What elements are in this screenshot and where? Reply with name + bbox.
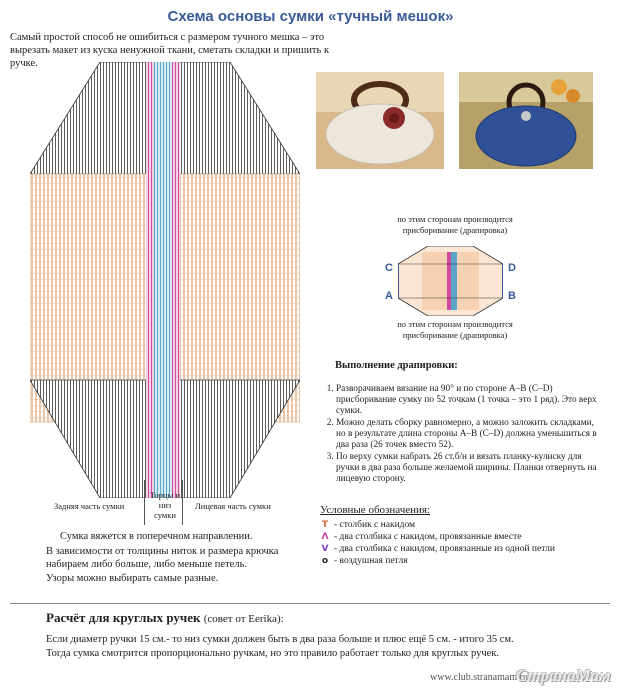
chain-symbol-icon: o (321, 556, 329, 566)
drapery-title: Выполнение драпировки: (335, 360, 458, 371)
chart-divider-right (182, 480, 183, 525)
calc-title: Расчёт для круглых ручек (совет от Eerika): (46, 610, 284, 625)
back-part-label: Задняя часть сумки (54, 501, 125, 511)
chart-labels (40, 490, 310, 520)
drapery-step: 3. По верху сумки набрать 26 ст.б/н и вязать планку-кулиску для ручки в два раза больше желаемой ширины. Планки отвернуть на лицевую сторону. (336, 452, 598, 485)
drapery-step: 1. Разворачиваем вязание на 90° и по стороне А–В (С–D) присборивание сумку по 52 точкам (1 точка – это 1 ряд). Это верх сумки. (336, 384, 598, 417)
bottom-gather-note: по этим сторонам производится присборивание (драпировка) (397, 319, 513, 340)
page-title: Схема основы сумки «тучный мешок» (167, 8, 454, 25)
note-line: В зависимости от толщины ниток и размера крючка набираем либо больше, либо меньше петель. (46, 546, 279, 570)
drapery-steps (318, 384, 598, 486)
legend-title: Условные обозначения: (320, 504, 431, 516)
legend-item: V - два столбика с накидом, провязанные из одной петли (321, 544, 555, 554)
intro-text: Самый простой способ не ошибиться с размером тучного мешка – это вырезать макет из куска ненужной ткани, сметать складки и пришить к ручке. (10, 32, 330, 69)
letter-b: B (508, 290, 516, 302)
note-line: Узоры можно выбирать самые разные. (46, 573, 219, 584)
decrease-symbol-icon: Λ (321, 532, 329, 542)
chart-divider-left (144, 480, 145, 525)
letter-d: D (508, 262, 516, 274)
section-divider (10, 603, 610, 604)
calc-subtitle: (совет от Eerika): (203, 613, 284, 625)
bag-photo-blue (459, 72, 593, 169)
top-gather-note: по этим сторонам производится присборивание (драпировка) (397, 214, 513, 235)
letter-c: C (385, 262, 393, 274)
sides-label: Торцы и низ сумки (150, 490, 180, 520)
legend (320, 519, 555, 567)
calc-text: Если диаметр ручки 15 см.- то низ сумки должен быть в два раза больше и плюс ещё 5 см. - итого 35 см. Тогда сумка смотрится пропорционально ручкам, но это правило работает только для круглых ручек. (46, 634, 514, 659)
front-part-label: Лицевая часть сумки (195, 501, 271, 511)
letter-a: A (385, 290, 393, 302)
watermark-logo: СтранаМам (516, 666, 611, 685)
legend-item: T - столбик с накидом (321, 520, 416, 530)
footer-url: www.club.stranamam.ru (430, 672, 528, 683)
stitch-symbol-icon: T (321, 520, 329, 530)
increase-symbol-icon: V (321, 544, 329, 554)
legend-item: o - воздушная петля (321, 556, 408, 566)
note-line: Сумка вяжется в поперечном направлении. (60, 531, 253, 542)
bag-photo-white (316, 72, 444, 169)
legend-item: Λ - два столбика с накидом, провязанные вместе (321, 532, 522, 542)
drapery-step: 2. Можно делать сборку равномерно, а можно заложить складками, но в результате длина стороны А–В (С–D) должна уменьшиться в два раза (26 точек вместо 52). (336, 418, 598, 451)
crochet-chart (30, 62, 300, 498)
drapery-diagram (398, 246, 503, 316)
